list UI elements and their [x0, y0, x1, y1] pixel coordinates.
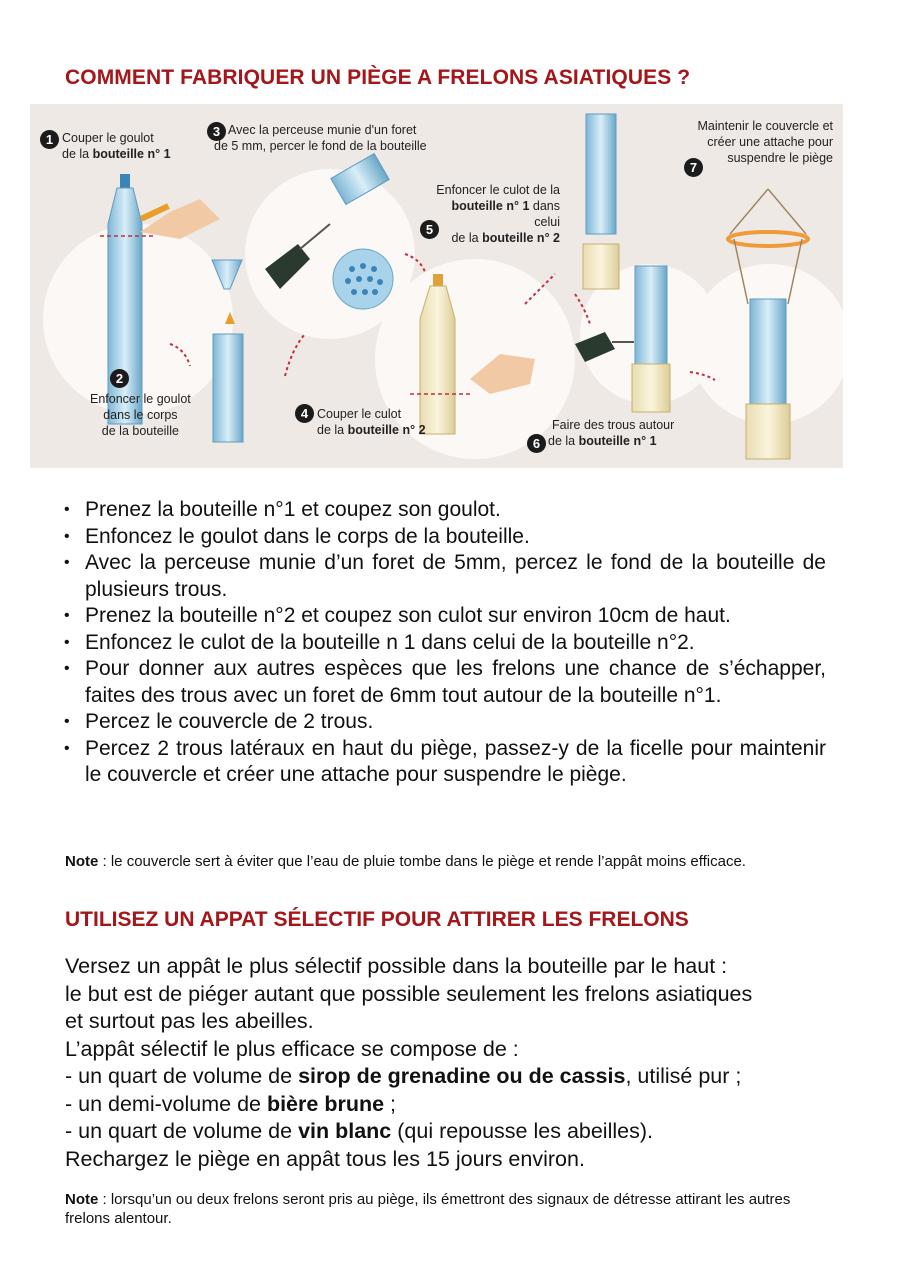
step-5-number: 5 — [420, 220, 439, 239]
step-3-number: 3 — [207, 122, 226, 141]
note-distress: Note : lorsqu’un ou deux frelons seront pris au piège, ils émettront des signaux de détresse attirant les autres frelons alentour. — [65, 1191, 791, 1227]
step-4-caption: Couper le culot de la bouteille n° 2 — [317, 407, 426, 437]
step-2-caption: Enfoncer le goulot dans le corps de la bouteille — [90, 392, 191, 438]
list-item: • Percez le couvercle de 2 trous. — [64, 710, 374, 733]
list-item: • Prenez la bouteille n°2 et coupez son culot sur environ 10cm de haut. — [64, 604, 731, 627]
trap-illustration — [30, 104, 843, 468]
step-5-caption: Enfoncer le culot de la bouteille n° 1 dans celui de la bouteille n° 2 — [436, 183, 560, 245]
step-4-number: 4 — [295, 404, 314, 423]
step-3-caption: Avec la perceuse munie d'un foret de 5 mm, percer le fond de la bouteille — [214, 123, 427, 153]
note-lid: Note : le couvercle sert à éviter que l’eau de pluie tombe dans le piège et rende l’appât moins efficace. — [65, 853, 746, 870]
list-item: • Prenez la bouteille n°1 et coupez son goulot. — [64, 498, 501, 521]
instruction-list — [64, 497, 826, 789]
assembled-6 — [632, 266, 670, 412]
step-7-number: 7 — [684, 158, 703, 177]
section-title-bait: UTILISEZ UN APPAT SÉLECTIF POUR ATTIRER LES FRELONS — [65, 908, 689, 931]
assembled-5 — [583, 114, 619, 289]
list-item: • Pour donner aux autres espèces que les frelons une chance de s’échapper, faites des trous avec un foret de 6mm tout autour de la bouteille n°1. — [64, 657, 826, 707]
step-7-caption: Maintenir le couvercle et créer une attache pour suspendre le piège — [697, 119, 833, 165]
bait-paragraph: Versez un appât le plus sélectif possible dans la bouteille par le haut : le but est de piéger autant que possible seulement les frelons asiatiques et surtout pas les abeilles. L’appât sélectif le plus efficace se compose de : - un quart de volume de sirop de grenadine ou de cassis, utilisé pur ; - un demi-volume de bière brune ; - un quart de volume de vin blanc (qui repousse les abeilles). Rechargez le piège en appât tous les 15 jours environ. — [65, 954, 753, 1171]
step-6-number: 6 — [527, 434, 546, 453]
step-2-number: 2 — [110, 369, 129, 388]
perforated-bottom — [333, 249, 393, 309]
list-item: • Enfoncez le goulot dans le corps de la bouteille. — [64, 524, 530, 548]
step-6-caption: Faire des trous autour de la bouteille n° 1 — [548, 418, 675, 448]
step-1-number: 1 — [40, 130, 59, 149]
page-title: COMMENT FABRIQUER UN PIÈGE A FRELONS ASIATIQUES ? — [65, 66, 691, 89]
hand-1 — [140, 199, 220, 239]
list-item: • Percez 2 trous latéraux en haut du piège, passez-y de la ficelle pour maintenir le couvercle et créer une attache pour suspendre le piège. — [64, 736, 826, 786]
list-item: • Enfoncez le culot de la bouteille n 1 dans celui de la bouteille n°2. — [64, 630, 695, 654]
bottle-body-2 — [213, 334, 243, 442]
step-1-caption: Couper le goulot de la bouteille n° 1 — [62, 131, 171, 161]
list-item: • Avec la perceuse munie d’un foret de 5mm, percez le fond de la bouteille de plusieurs trous. — [64, 551, 826, 601]
